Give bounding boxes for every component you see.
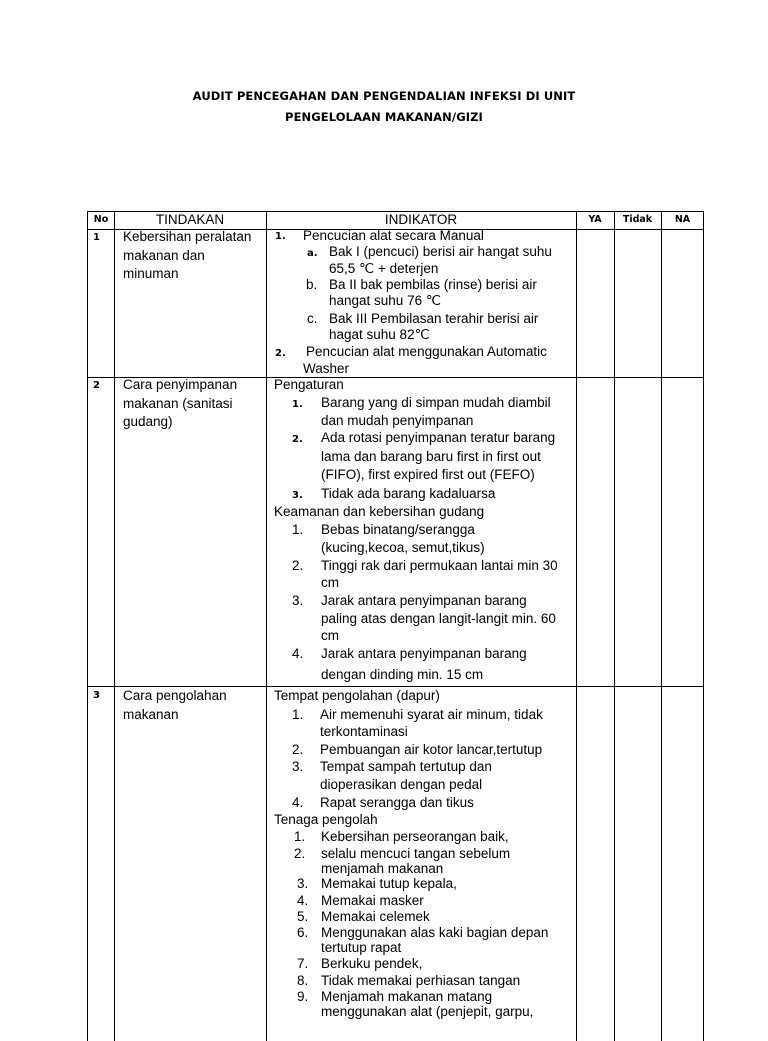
indicator-text: cm <box>321 628 339 643</box>
tindakan-text: makanan (sanitasi <box>123 396 233 411</box>
list-marker: 3. <box>292 759 304 774</box>
header-indikator: INDIKATOR <box>384 212 458 227</box>
indicator-text: Memakai tutup kepala, <box>321 876 457 891</box>
tindakan-text: Cara pengolahan <box>123 688 227 703</box>
tindakan-text: minuman <box>123 266 179 281</box>
indicator-heading: Pengaturan <box>274 377 344 392</box>
document-title: AUDIT PENCEGAHAN DAN PENGENDALIAN INFEKSI DI UNIT <box>192 89 576 103</box>
indicator-text: menjamah makanan <box>321 861 444 876</box>
list-marker: 1. <box>294 829 306 844</box>
col-divider <box>266 212 267 1041</box>
list-marker: 2. <box>292 558 304 573</box>
list-marker: 1. <box>292 707 304 722</box>
indicator-text: Jarak antara penyimpanan barang <box>321 646 527 661</box>
indicator-text: dan mudah penyimpanan <box>321 413 474 428</box>
indicator-text: lama dan barang baru first in first out <box>321 449 541 464</box>
indicator-text: (kucing,kecoa, semut,tikus) <box>321 540 485 555</box>
row-number: 1 <box>93 232 100 243</box>
indicator-text: Tempat sampah tertutup dan <box>320 759 492 774</box>
list-marker: a. <box>307 248 318 259</box>
list-marker: 9. <box>297 989 309 1004</box>
tindakan-text: makanan <box>123 707 179 722</box>
indicator-text: Menggunakan alas kaki bagian depan <box>321 925 549 940</box>
list-marker: 4. <box>292 795 304 810</box>
list-marker: 5. <box>297 909 309 924</box>
indicator-text: Memakai celemek <box>321 909 430 924</box>
indicator-text: terkontaminasi <box>320 724 408 739</box>
indicator-text: Bebas binatang/serangga <box>321 522 475 537</box>
col-divider <box>661 212 662 1041</box>
indicator-text: Ada rotasi penyimpanan teratur barang <box>321 430 556 445</box>
list-marker: 1. <box>275 231 286 242</box>
indicator-text: hangat suhu 76 ℃ <box>329 293 441 308</box>
list-marker: 7. <box>297 956 309 971</box>
indicator-text: Tidak ada barang kadaluarsa <box>321 486 496 501</box>
indicator-text: Washer <box>303 361 350 376</box>
list-marker: 3. <box>297 876 309 891</box>
tindakan-text: gudang) <box>123 414 173 429</box>
indicator-text: Tidak memakai perhiasan tangan <box>321 973 521 988</box>
indicator-text: Barang yang di simpan mudah diambil <box>321 395 551 410</box>
row-divider <box>88 686 703 687</box>
indicator-text: menggunakan alat (penjepit, garpu, <box>321 1004 534 1019</box>
indicator-text: Air memenuhi syarat air minum, tidak <box>320 707 543 722</box>
list-marker: 2. <box>275 348 286 359</box>
indicator-text: Menjamah makanan matang <box>321 989 493 1004</box>
indicator-text: Bak III Pembilasan terahir berisi air <box>329 311 539 326</box>
indicator-text: tertutup rapat <box>321 940 402 955</box>
indicator-text: Ba II bak pembilas (rinse) berisi air <box>329 277 537 292</box>
indicator-text: Jarak antara penyimpanan barang <box>321 593 527 608</box>
indicator-text: 65,5 ℃ + deterjen <box>329 261 439 276</box>
list-marker: 1. <box>292 522 304 537</box>
indicator-text: cm <box>321 575 339 590</box>
row-number: 2 <box>93 380 100 391</box>
header-tindakan: TINDAKAN <box>155 212 225 227</box>
list-marker: 4. <box>297 893 309 908</box>
list-marker: 6. <box>297 925 309 940</box>
list-marker: 2. <box>292 434 303 445</box>
col-divider <box>576 212 577 1041</box>
indicator-text: Rapat serangga dan tikus <box>320 795 474 810</box>
header-na: NA <box>674 214 691 225</box>
indicator-text: Berkuku pendek, <box>321 956 423 971</box>
list-marker: 2. <box>294 846 306 861</box>
header-tidak: Tidak <box>622 214 653 225</box>
header-no: No <box>93 214 109 225</box>
document-subtitle: PENGELOLAAN MAKANAN/GIZI <box>285 110 483 124</box>
header-ya: YA <box>588 214 602 225</box>
list-marker: 3. <box>292 593 304 608</box>
list-marker: 2. <box>292 742 304 757</box>
indicator-text: Bak I (pencuci) berisi air hangat suhu <box>329 244 552 259</box>
row-number: 3 <box>93 690 100 701</box>
indicator-text: Kebersihan perseorangan baik, <box>321 829 509 844</box>
indicator-text: (FIFO), first expired first out (FEFO) <box>321 467 535 482</box>
indicator-heading: Keamanan dan kebersihan gudang <box>274 504 485 519</box>
list-marker: c. <box>307 311 318 326</box>
list-marker: 4. <box>292 646 304 661</box>
tindakan-text: Kebersihan peralatan <box>123 229 252 244</box>
indicator-text: Pembuangan air kotor lancar,tertutup <box>320 742 543 757</box>
list-marker: 8. <box>297 973 309 988</box>
indicator-text: Pencucian alat secara Manual <box>303 228 484 243</box>
indicator-text: dengan dinding min. 15 cm <box>321 667 484 682</box>
indicator-heading: Tempat pengolahan (dapur) <box>274 688 440 703</box>
indicator-text: Tinggi rak dari permukaan lantai min 30 <box>321 558 558 573</box>
list-marker: 3. <box>292 490 303 501</box>
tindakan-text: Cara penyimpanan <box>123 377 238 392</box>
tindakan-text: makanan dan <box>123 248 205 263</box>
indicator-text: dioperasikan dengan pedal <box>320 777 483 792</box>
list-marker: 1. <box>292 399 303 410</box>
col-divider <box>614 212 615 1041</box>
indicator-heading: Tenaga pengolah <box>274 812 378 827</box>
indicator-text: Memakai masker <box>321 893 424 908</box>
indicator-text: paling atas dengan langit-langit min. 60 <box>321 611 556 626</box>
indicator-text: Pencucian alat menggunakan Automatic <box>306 344 547 359</box>
col-divider <box>114 212 115 1041</box>
list-marker: b. <box>306 277 318 292</box>
indicator-text: selalu mencuci tangan sebelum <box>321 846 511 861</box>
indicator-text: hagat suhu 82℃ <box>329 327 430 342</box>
